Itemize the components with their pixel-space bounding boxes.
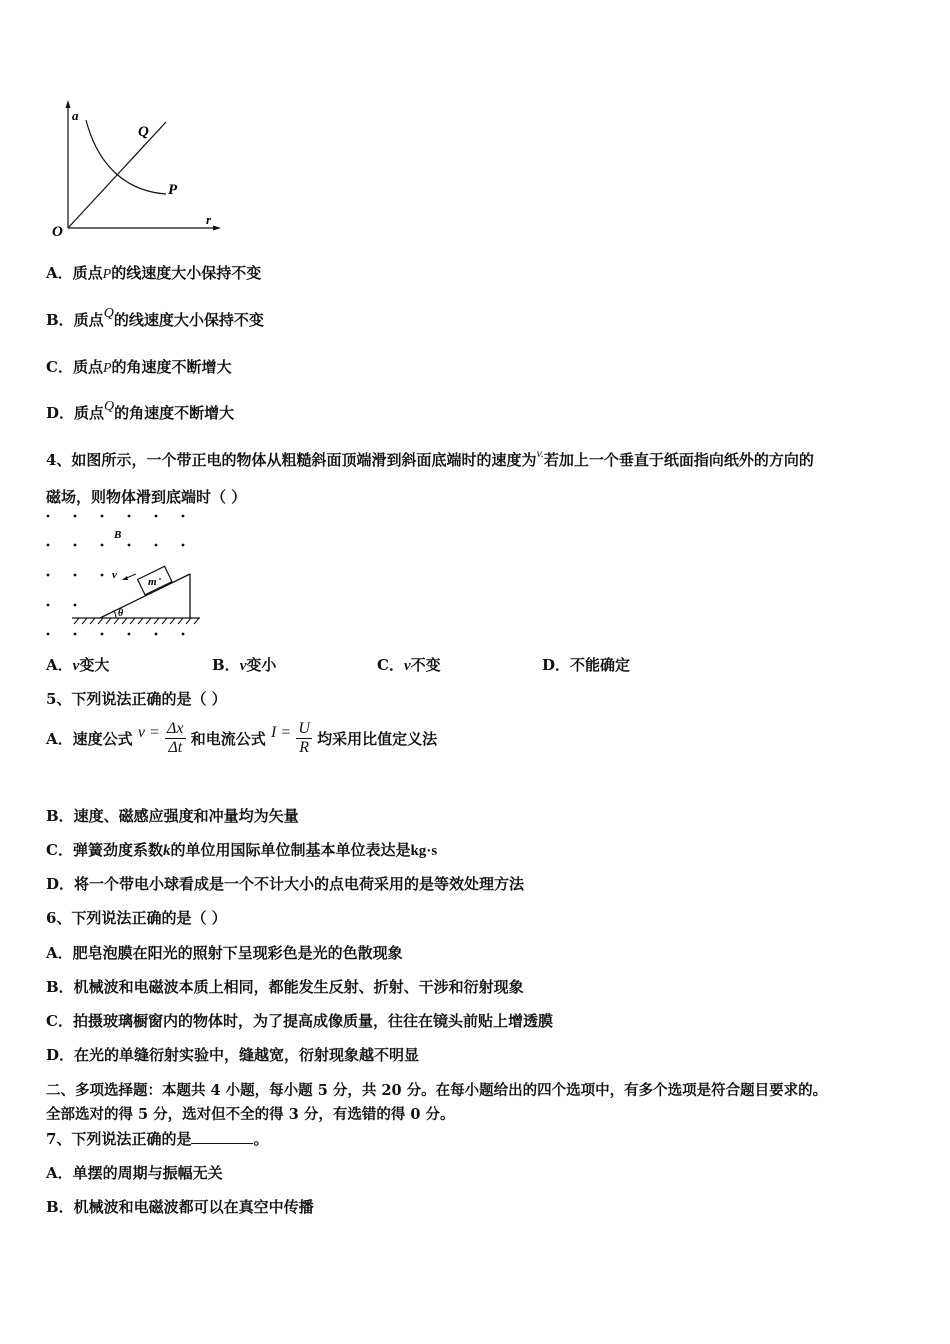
q7-option-b[interactable]: B．机械波和电磁波都可以在真空中传播 [46,1198,314,1216]
curve-p-label: P [168,182,178,198]
q6-stem: 6、下列说法正确的是（ ） [46,909,227,927]
q6-option-b[interactable]: B．机械波和电磁波本质上相同，都能发生反射、折射、干涉和衍射现象 [46,978,524,996]
block-mass-label: m [148,576,157,588]
q4-option-b[interactable]: B．v变小 [212,656,277,674]
q3-option-b[interactable]: B．质点Q的线速度大小保持不变 [46,306,264,329]
incline-magnetic-figure [40,508,210,640]
line-q-label: Q [138,124,149,140]
q7-stem: 7、下列说法正确的是 。 [46,1130,269,1148]
q6-option-d[interactable]: D．在光的单缝衍射实验中，缝越宽，衍射现象越不明显 [46,1046,420,1064]
q4-stem-line1: 4、如图所示，一个带正电的物体从粗糙斜面顶端滑到斜面底端时的速度为$^{v.}$若加上一个垂直于纸面指向纸外的方向的 [46,446,814,469]
q5-option-b[interactable]: B．速度、磁感应强度和冲量均为矢量 [46,807,299,825]
theta-arc [114,611,116,618]
a-r-graph [46,96,226,241]
section2-header-line2: 全部选对的得 5 分，选对但不全的得 3 分，有选错的得 0 分。 [46,1106,455,1123]
q5-option-a[interactable]: A．速度公式 v = $\frac{\Delta x}{\Delta t}$ 和电流公式 I = $\frac{U}{R}$ 均采用比值定义法 [46,720,438,756]
x-axis-label: r [206,212,212,227]
q4-option-c[interactable]: C．v不变 [377,656,441,674]
q6-option-a[interactable]: A．肥皂泡膜在阳光的照射下呈现彩色是光的色散现象 [46,944,403,962]
charge-dot [159,578,161,580]
x-axis-arrow [213,226,221,231]
q4-option-a[interactable]: A．v变大 [46,656,110,674]
y-axis-arrow [66,100,71,108]
section2-header-line1: 二、多项选择题：本题共 4 小题，每小题 5 分，共 20 分。在每小题给出的四个选项中，有多个选项是符合题目要求的。 [46,1082,828,1099]
q6-option-c[interactable]: C．拍摄玻璃橱窗内的物体时，为了提高成像质量，往往在镜头前贴上增透膜 [46,1012,553,1030]
origin-label: O [52,224,63,240]
q3-option-a[interactable]: A．质点P的线速度大小保持不变 [46,264,262,282]
q4-stem-line2: 磁场，则物体滑到底端时（ ） [46,488,247,506]
b-field-label: B [114,529,122,541]
q5-stem: 5、下列说法正确的是（ ） [46,690,227,708]
q5-option-d[interactable]: D．将一个带电小球看成是一个不计大小的点电荷采用的是等效处理方法 [46,875,525,893]
q5-option-c[interactable]: C．弹簧劲度系数k的单位用国际单位制基本单位表达是kg·s [46,841,438,859]
velocity-arrowhead [122,576,128,580]
velocity-label: v [112,569,117,581]
y-axis-label: a [72,108,79,123]
answer-blank[interactable] [191,1129,253,1144]
velocity-fraction: $\frac{\Delta x}{\Delta t}$ [167,720,184,756]
q3-option-d[interactable]: D．质点Q的角速度不断增大 [46,399,235,422]
current-fraction: $\frac{U}{R}$ [298,720,310,756]
q3-option-c[interactable]: C．质点P的角速度不断增大 [46,358,232,376]
q4-option-d[interactable]: D．不能确定 [542,656,631,674]
theta-label: θ [118,608,124,619]
curve-p [86,120,166,194]
q7-option-a[interactable]: A．单摆的周期与振幅无关 [46,1164,223,1182]
ground-hatching [74,618,199,624]
